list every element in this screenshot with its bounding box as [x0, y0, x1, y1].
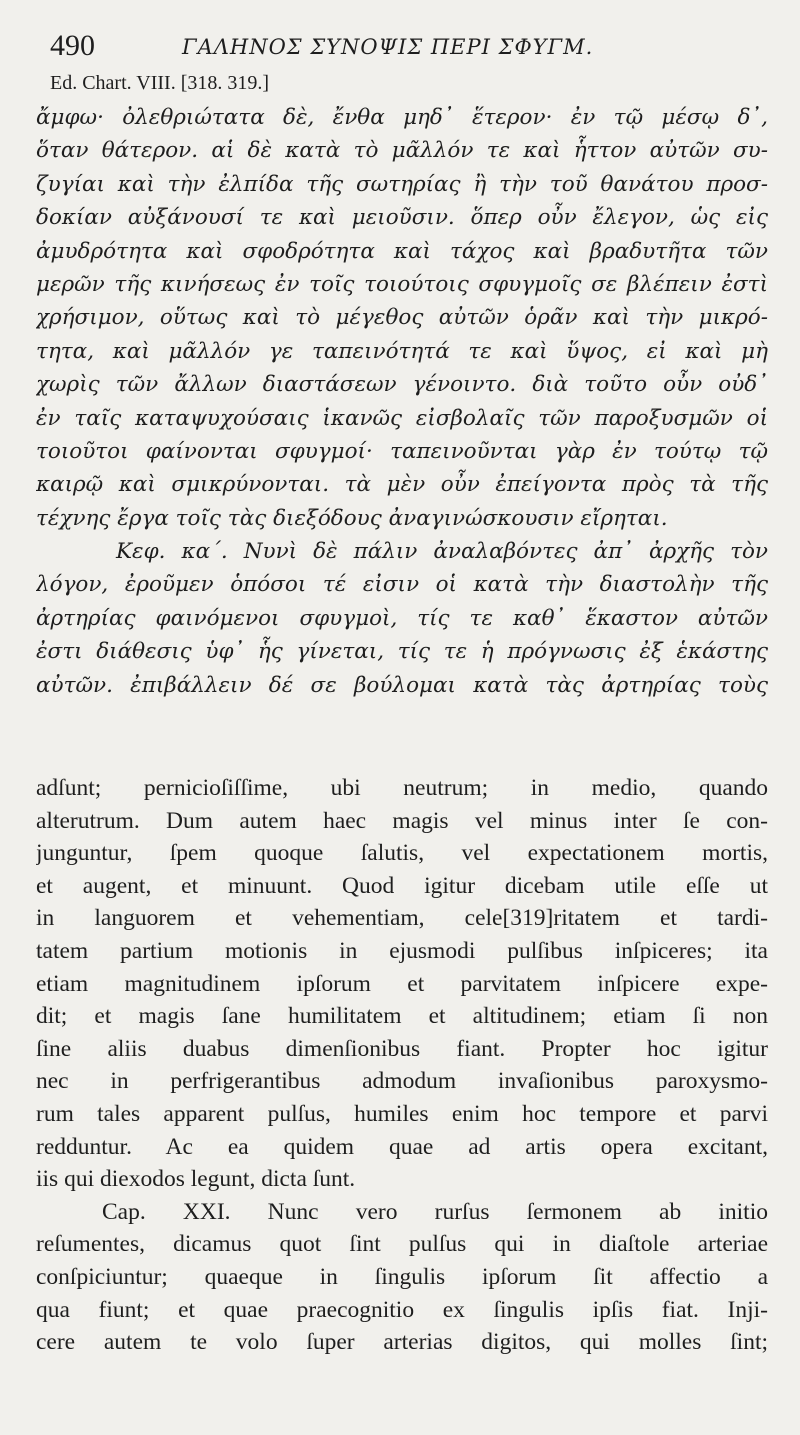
page-header — [50, 28, 770, 68]
greek-line: μερῶν τῆς κινήσεως ἐν τοῖς τοιούτοις σφυγμοῖς σε βλέπειν ἐστὶ — [36, 271, 768, 297]
greek-line: ἄμφω· ὀλεθριώτατα δὲ, ἔνθα μηδ᾽ ἕτερον· ἐν τῷ μέσῳ δ᾽, — [36, 105, 768, 130]
greek-line: δοκίαν αὐξάνουσί τε καὶ μειοῦσιν. ὅπερ οὖν ἔλεγον, ὡς εἰς — [36, 205, 768, 231]
latin-line: dit; et magis ſane humilitatem et altitudinem; etiam ſi non — [36, 1003, 768, 1030]
latin-line: rum tales apparent pulſus, humiles enim hoc tempore et parvi — [36, 1100, 768, 1127]
page-number: 490 — [50, 29, 95, 62]
latin-text-block — [36, 772, 768, 1359]
greek-line: τητα, καὶ μᾶλλόν γε ταπεινότητά τε καὶ ὕψος, εἰ καὶ μὴ — [36, 338, 768, 364]
greek-line: ὅταν θάτερον. αἱ δὲ κατὰ τὸ μᾶλλόν τε καὶ ἧττον αὐτῶν συ- — [36, 138, 768, 164]
greek-line: καιρῷ καὶ σμικρύνονται. τὰ μὲν οὖν ἐπείγοντα πρὸς τὰ τῆς — [36, 472, 768, 498]
greek-line: ἐν ταῖς καταψυχούσαις ἱκανῶς εἰσβολαῖς τῶν παροξυσμῶν οἱ — [36, 405, 768, 431]
latin-line: etiam magnitudinem ipſorum et parvitatem inſpicere expe- — [36, 970, 768, 997]
latin-line: alterutrum. Dum autem haec magis vel minus inter ſe con- — [36, 807, 768, 834]
greek-line: αὐτῶν. ἐπιβάλλειν δέ σε βούλομαι κατὰ τὰς ἀρτηρίας τοὺς — [36, 672, 768, 698]
greek-line: χωρὶς τῶν ἄλλων διαστάσεων γένοιντο. διὰ τοῦτο οὖν οὐδ᾽ — [36, 372, 768, 398]
greek-chapter-heading-line: Κεφ. κα΄. Νυνὶ δὲ πάλιν ἀναλαβόντες ἀπ᾽ ἀρχῆς τὸν — [116, 539, 768, 565]
latin-line: adſunt; pernicioſiſſime, ubi neutrum; in medio, quando — [36, 775, 768, 801]
latin-line: iis qui diexodos legunt, dicta ſunt. — [36, 1166, 356, 1193]
latin-line: qua fiunt; et quae praecognitio ex ſingulis ipſis fiat. Inji- — [36, 1296, 768, 1323]
running-title: ΓΑΛΗΝΟΣ ΣΥΝΟΨΙΣ ΠΕΡΙ ΣΦΥΓΜ. — [182, 35, 594, 59]
latin-line: in languorem et vehementiam, cele[319]ritatem et tardi- — [36, 905, 768, 932]
greek-line: ζυγίαι καὶ τὴν ἐλπίδα τῆς σωτηρίας ἢ τὴν τοῦ θανάτου προσ- — [36, 171, 768, 197]
greek-line: λόγον, ἐροῦμεν ὁπόσοι τέ εἰσιν οἱ κατὰ τὴν διαστολὴν τῆς — [36, 572, 768, 598]
latin-line: ſine aliis duabus dimenſionibus fiant. Propter hoc igitur — [36, 1035, 768, 1062]
latin-line: tatem partium motionis in ejusmodi pulſibus inſpiceres; ita — [36, 937, 768, 964]
latin-line: et augent, et minuunt. Quod igitur dicebam utile eſſe ut — [36, 872, 768, 899]
greek-line: τέχνης ἔργα τοῖς τὰς διεξόδους ἀναγινώσκουσιν εἴρηται. — [36, 505, 668, 531]
latin-line: cere autem te volo ſuper arterias digitos, qui molles ſint; — [36, 1329, 768, 1356]
edition-reference: Ed. Chart. VIII. [318. 319.] — [50, 72, 270, 94]
latin-line: nec in perfrigerantibus admodum invaſionibus paroxysmo- — [36, 1068, 768, 1095]
latin-line: reſumentes, dicamus quot ſint pulſus qui in diaſtole arteriae — [36, 1231, 768, 1258]
greek-line: τοιοῦτοι φαίνονται σφυγμοί· ταπεινοῦνται γὰρ ἐν τούτῳ τῷ — [36, 438, 768, 464]
latin-line: conſpiciuntur; quaeque in ſingulis ipſorum ſit affectio a — [36, 1263, 768, 1290]
greek-text-block — [36, 101, 768, 702]
greek-line: χρήσιμον, οὕτως καὶ τὸ μέγεθος αὐτῶν ὁρᾶν καὶ τὴν μικρό- — [36, 305, 768, 331]
greek-line: ἀμυδρότητα καὶ σφοδρότητα καὶ τάχος καὶ βραδυτῆτα τῶν — [36, 238, 768, 264]
latin-line: redduntur. Ac ea quidem quae ad artis opera excitant, — [36, 1133, 768, 1160]
latin-line: junguntur, ſpem quoque ſalutis, vel expectationem mortis, — [36, 840, 768, 867]
greek-line: ἐστι διάθεσις ὑφ᾽ ἧς γίνεται, τίς τε ἡ πρόγνωσις ἐξ ἑκάστης — [36, 639, 768, 665]
latin-chapter-heading-line: Cap. XXI. Nunc vero rurſus ſermonem ab initio — [102, 1198, 768, 1225]
greek-line: ἀρτηρίας φαινόμενοι σφυγμοὶ, τίς τε καθ᾽ ἕκαστον αὐτῶν — [36, 605, 768, 631]
